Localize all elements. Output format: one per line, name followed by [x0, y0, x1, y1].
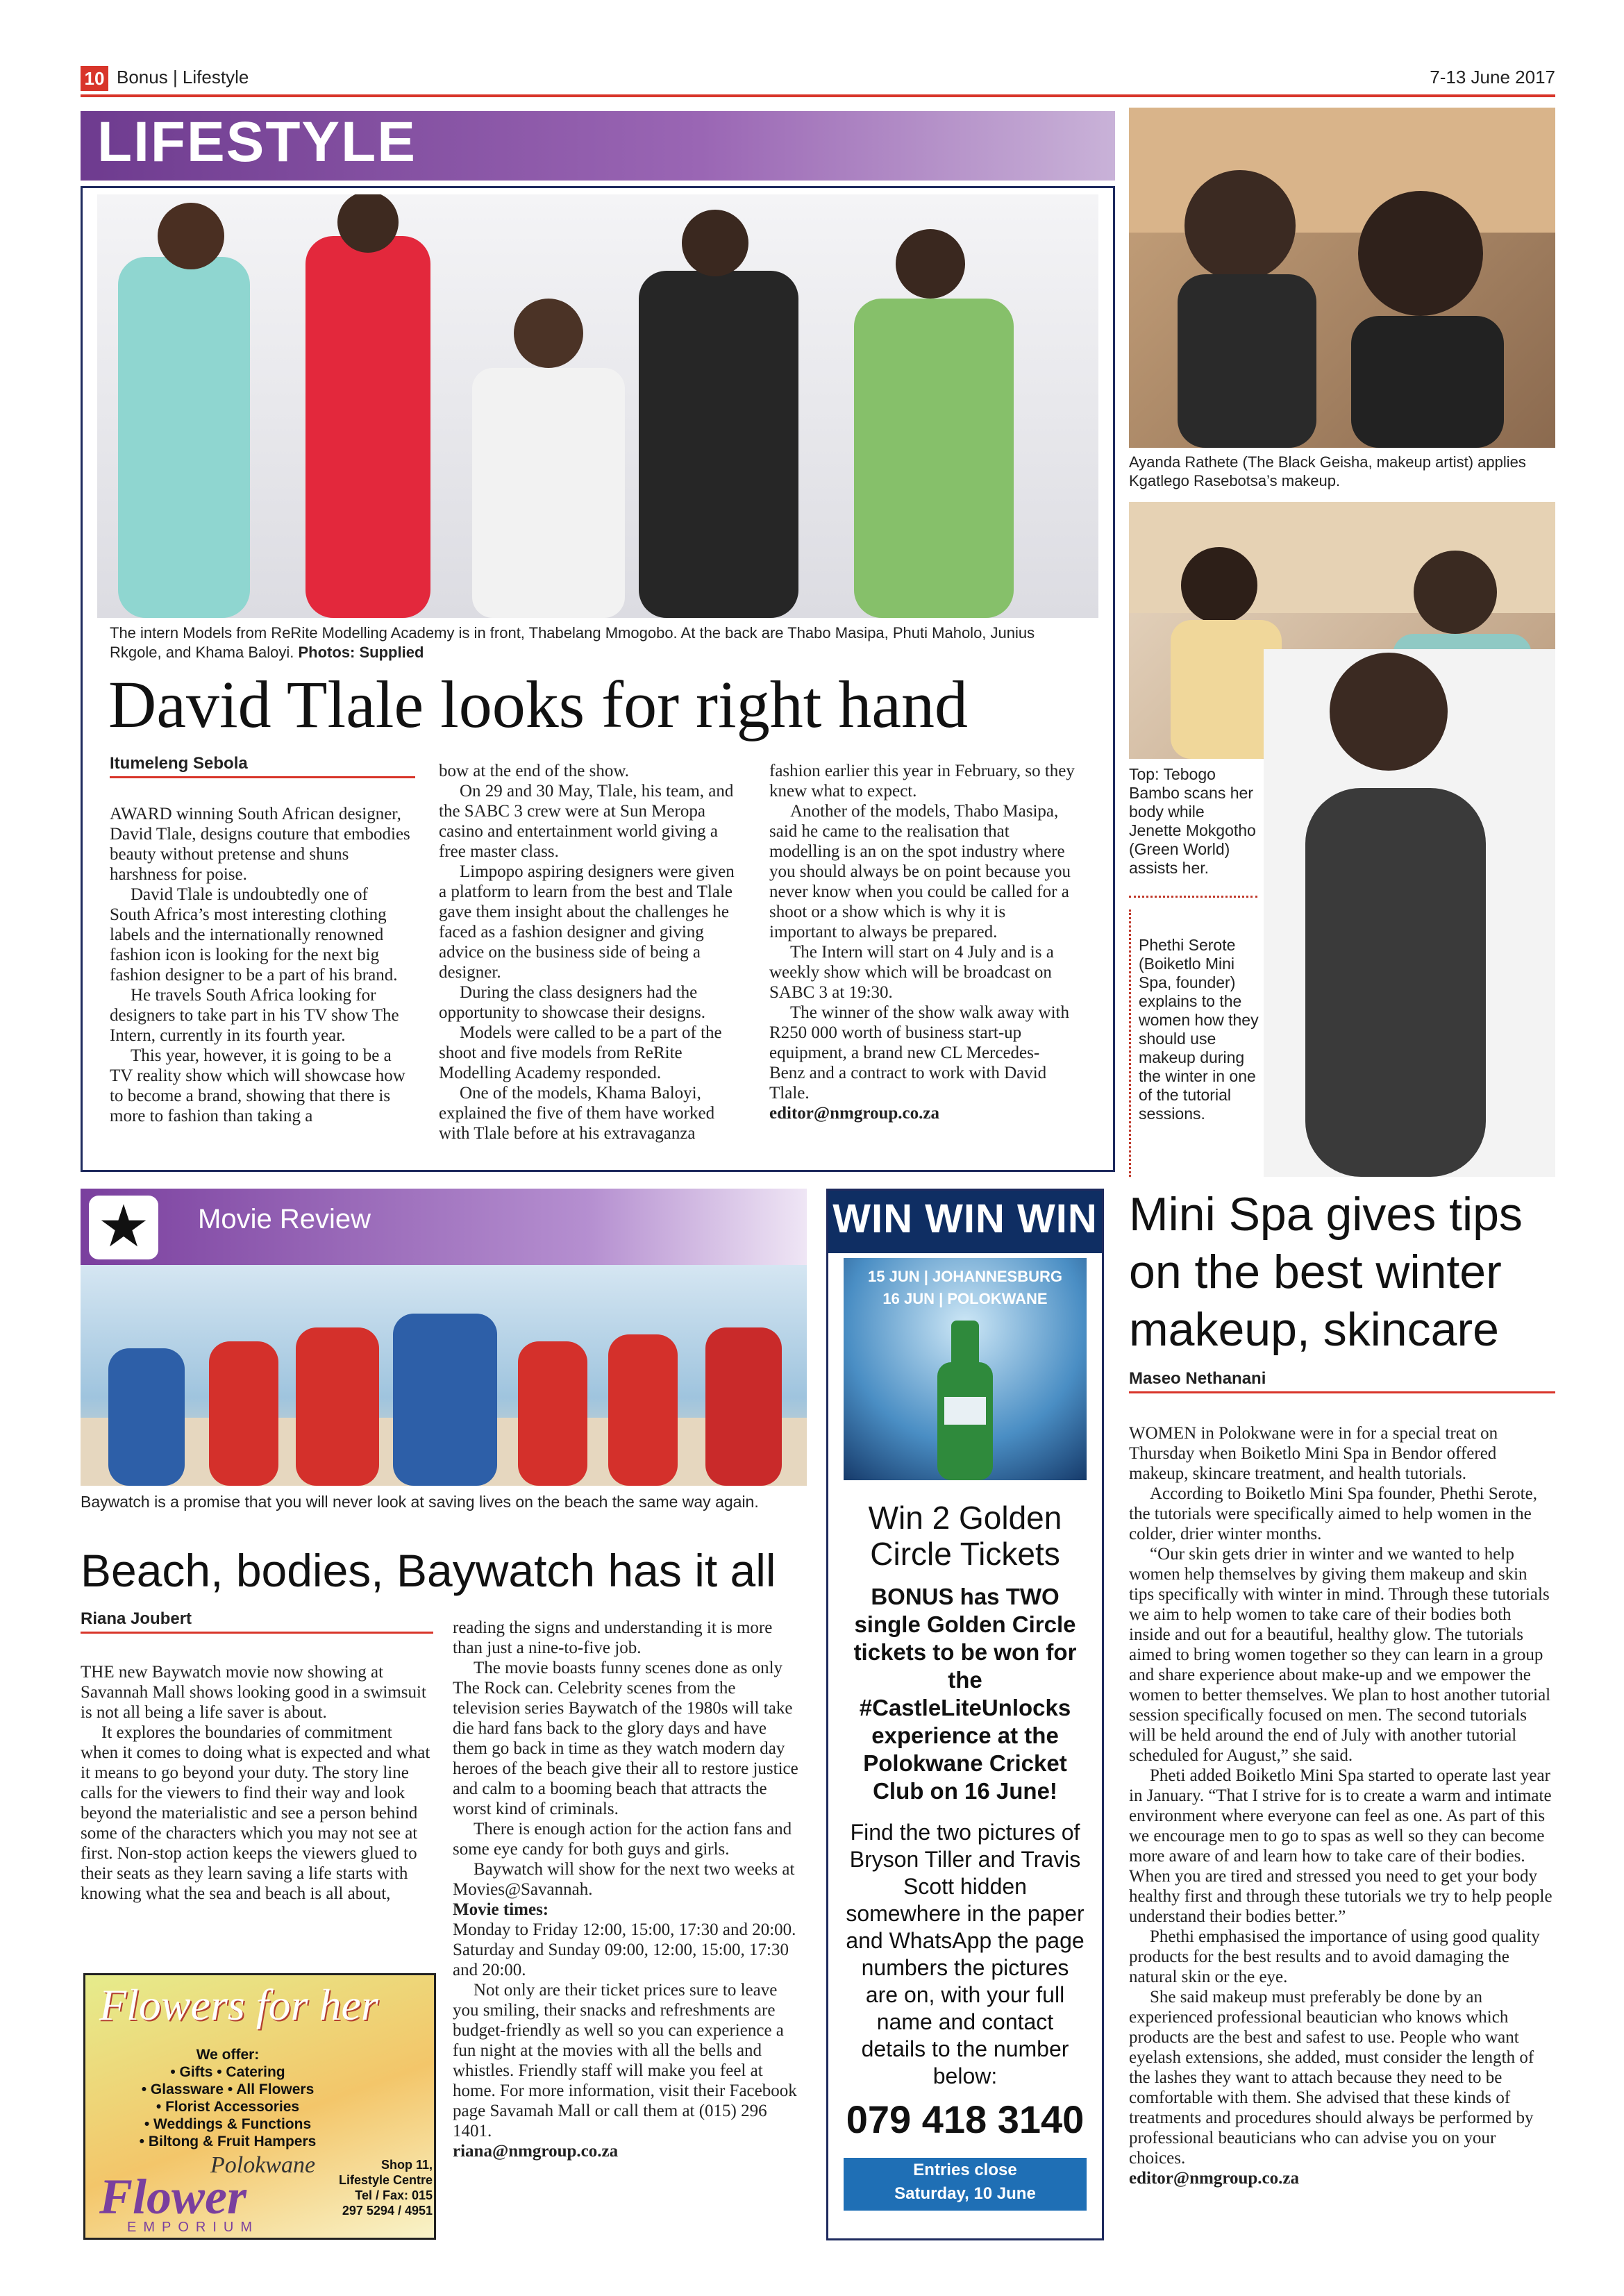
main-byline: Itumeleng Sebola — [110, 754, 248, 773]
para: Not only are their ticket prices sure to leave you smiling, their snacks and refreshments are budget-friendly as well so you can experience a fun night at the movies with all the bells and whistles. Friendly staff will make you feel at home. For more information, visit their Facebook page Savamah Mall or call them at (015) 296 1401. — [453, 1981, 797, 2140]
para: The movie boasts funny scenes done as only The Rock can. Celebrity scenes from the television series Baywatch of the 1980s will take die hard fans back to the glory days and have them go back in time as they watch modern day heroes of the beach give their all to restore justice and calm to a booming beach that attracts the worst kind of criminals. — [453, 1659, 798, 1818]
flowers-logo-main: Flower — [99, 2169, 247, 2224]
main-col-3 — [769, 761, 1075, 1123]
spa-caption: Top: Tebogo Bambo scans her body while Jenette Mokgotho (Green World) assists her. — [1129, 765, 1261, 878]
baywatch-byline-rule — [81, 1632, 433, 1634]
lifestyle-banner-text: LIFESTYLE — [97, 110, 417, 174]
baywatch-caption: Baywatch is a promise that you will never look at saving lives on the beach the same way again. — [81, 1493, 759, 1511]
flowers-logo-sub: EMPORIUM — [127, 2220, 259, 2235]
para: This year, however, it is going to be a TV reality show which will showcase how to become a brand, showing that there is more to fashion than taking a — [110, 1046, 405, 1125]
section-label: Bonus | Lifestyle — [117, 67, 249, 87]
baywatch-email[interactable]: riana@nmgroup.co.za — [453, 2142, 619, 2161]
para: It explores the boundaries of commitment when it comes to doing what is expected and what it means to go beyond your duty. The story line calls for the viewers to find their way and look beyond the materialistic and see a person behind some of the characters which you may not see at first. Non-stop action keeps the viewers glued to their seats as they learn saving a life starts with knowing what the sea and beach is all about, — [81, 1723, 430, 1903]
para: She said makeup must preferably be done by an experienced professional beautician who knows which products are the best and safest to use. People who want eyelash extensions, she added, must consider the length of the lashes they want to attach because they need to be comfortable with them. She advised that these kinds of treatments and procedures should always be performed by professional beauticians who can advise you on your choices. — [1129, 1988, 1534, 2168]
flowers-ad[interactable] — [83, 1973, 436, 2240]
offer-item: • Weddings & Functions — [144, 2116, 312, 2132]
para: Pheti added Boiketlo Mini Spa started to operate last year in January. “That I strive for is to create a warm and intimate environment where everyone can feel as one. As part of this we encourage men to go to spas as well so they can become more aware of and learn how to take care of their bodies. When you are tired and stressed you need to get your body healthy first and through these tutorials we try to help people understand their bodies better.” — [1129, 1766, 1552, 1926]
event-1: 15 JUN | JOHANNESBURG — [868, 1268, 1062, 1285]
baywatch-headline: Beach, bodies, Baywatch has it all — [81, 1545, 776, 1596]
offer-label: We offer: — [196, 2047, 260, 2063]
win-bonus — [844, 1583, 1087, 1805]
main-col-2 — [439, 761, 741, 1143]
para: Another of the models, Thabo Masipa, said he came to the realisation that modelling is an on the spot industry where you should always be on point because you never know when you could be called for a shoot or a show which is why it is important to always be prepared. — [769, 802, 1071, 941]
para: The Intern will start on 4 July and is a weekly show which will be broadcast on SABC 3 at 19:30. — [769, 943, 1054, 1002]
para: “Our skin gets drier in winter and we wanted to help women help themselves by giving them makeup and skin tips specifically with winter in mind. Through these tutorials we aim to help women to take care of their bodies both inside and out for a beautiful, healthy glow. The tutorials aimed to bring women together so they can learn in a group and share experience about make-up and we empower the women to better themselves. We plan to host another tutorial session specifically focused on men. The second tutorials will be held around the end of July with another tutorial scheduled for August,” she said. — [1129, 1545, 1551, 1765]
phethi-caption: Phethi Serote (Boiketlo Mini Spa, founder) explains to the women how they should use makeup during the winter in one of the tutorial sessions. — [1139, 936, 1259, 1123]
caption-text: The intern Models from ReRite Modelling Academy is in front, Thabelang Mmogobo. At the back are Thabo Masipa, Phuti Maholo, Junius Rkgole, and Khama Baloyi. — [110, 624, 1035, 661]
spa-headline: Mini Spa gives tips on the best winter makeup, skincare — [1129, 1188, 1523, 1356]
para: David Tlale is undoubtedly one of South Africa’s most interesting clothing labels and the internationally renowned fashion icon is looking for the next big fashion designer to be a part of his brand. — [110, 885, 398, 984]
contact-line: 297 5294 / 4951 — [342, 2204, 433, 2218]
win-phone[interactable]: 079 418 3140 — [846, 2097, 1085, 2141]
byline-rule — [110, 776, 415, 778]
makeup-illustration — [1129, 108, 1555, 448]
contact-line: Lifestyle Centre — [338, 2173, 433, 2187]
para: THE new Baywatch movie now showing at Savannah Mall shows looking good in a swimsuit is not all being a life saver is about. — [81, 1663, 426, 1722]
baywatch-illustration — [81, 1265, 807, 1486]
contact-line: Shop 11, — [380, 2158, 433, 2172]
baywatch-col-1 — [81, 1662, 433, 1904]
para: One of the models, Khama Baloyi, explained the five of them have worked with Tlale before at his extravaganza — [439, 1084, 715, 1143]
star-icon: ★ — [97, 1195, 150, 1259]
para: The winner of the show walk away with R250 000 worth of business start-up equipment, a brand new CL Mercedes-Benz and a contract to work with David Tlale. — [769, 1003, 1069, 1103]
baywatch-byline: Riana Joubert — [81, 1609, 192, 1628]
flowers-ad-offers — [113, 2046, 342, 2150]
win-title: Win 2 Golden Circle Tickets — [868, 1500, 1062, 1572]
para: On 29 and 30 May, Tlale, his team, and the SABC 3 crew were at Sun Meropa casino and entertainment world giving a free master class. — [439, 782, 734, 861]
movie-review-banner — [81, 1189, 807, 1265]
flowers-ad-title: Flowers for her — [99, 1980, 378, 2029]
phethi-caption-dotted — [1129, 910, 1131, 1177]
models-photo — [97, 194, 1098, 618]
photo-credit: Photos: Supplied — [298, 644, 424, 661]
bonus-word: BONUS — [871, 1584, 954, 1609]
para: Phethi emphasised the importance of using good quality products for the best results and to avoid damaging the natural skin or the eye. — [1129, 1927, 1540, 1986]
win-instructions: Find the two pictures of Bryson Tiller and Travis Scott hidden somewhere in the paper and WhatsApp the page numbers the pictures are on, with your full name and contact details to the number below: — [846, 1820, 1085, 2088]
times-weekend: Saturday and Sunday 09:00, 12:00, 15:00, 17:30 and 20:00. — [453, 1941, 789, 1979]
para: During the class designers had the opportunity to showcase their designs. — [439, 983, 705, 1022]
models-illustration — [97, 194, 1098, 618]
phethi-photo — [1264, 649, 1555, 1177]
para: According to Boiketlo Mini Spa founder, Phethi Serote, the tutorials were specifically aimed to help women in the colder, drier winter months. — [1129, 1484, 1537, 1543]
para: Models were called to be a part of the shoot and five models from ReRite Modelling Academy responded. — [439, 1023, 722, 1082]
bonus-text: has TWO single Golden Circle tickets to be won for the #CastleLiteUnlocks experience at the Polokwane Cricket Club on 16 June! — [853, 1584, 1077, 1804]
baywatch-col-2 — [453, 1618, 803, 2161]
page-number: 10 — [81, 66, 108, 91]
bottle-illustration — [844, 1258, 1087, 1480]
para: He travels South Africa looking for designers to take part in his TV show The Intern, currently in its fourth year. — [110, 986, 399, 1045]
para: fashion earlier this year in February, so they knew what to expect. — [769, 762, 1075, 801]
caption-dotted-divider — [1129, 896, 1257, 898]
makeup-photo — [1129, 108, 1555, 448]
spa-email[interactable]: editor@nmgroup.co.za — [1129, 2169, 1299, 2188]
event-2: 16 JUN | POLOKWANE — [882, 1290, 1048, 1307]
makeup-caption: Ayanda Rathete (The Black Geisha, makeup artist) applies Kgatlego Rasebotsa’s makeup. — [1129, 453, 1526, 489]
spa-byline-rule — [1129, 1391, 1555, 1393]
phethi-illustration — [1264, 649, 1555, 1177]
win-banner: WIN WIN WIN — [832, 1196, 1098, 1241]
offer-item: • Glassware • All Flowers — [141, 2081, 315, 2097]
movie-review-label: Movie Review — [198, 1204, 371, 1234]
flowers-logo-top: Polokwane — [210, 2152, 316, 2178]
issue-date: 7-13 June 2017 — [1430, 67, 1555, 87]
flowers-contact — [335, 2157, 433, 2218]
times-label: Movie times: — [453, 1900, 549, 1919]
para: Limpopo aspiring designers were given a platform to learn from the best and Tlale gave them insight about the challenges he faced as a fashion designer and giving advice on the business side of being a designer. — [439, 862, 735, 982]
para: AWARD winning South African designer, David Tlale, designs couture that embodies beauty without pretense and shuns harshness for poise. — [110, 805, 410, 884]
baywatch-photo — [81, 1265, 807, 1486]
spa-body — [1129, 1423, 1555, 2188]
main-headline: David Tlale looks for right hand — [108, 667, 968, 741]
offer-item: • Biltong & Fruit Hampers — [139, 2134, 317, 2150]
entries-line-2: Saturday, 10 June — [894, 2184, 1036, 2203]
star-badge — [89, 1196, 158, 1259]
spa-byline: Maseo Nethanani — [1129, 1369, 1266, 1388]
para: There is enough action for the action fans and some eye candy for both guys and girls. — [453, 1820, 792, 1859]
header-rule — [81, 94, 1555, 97]
para: WOMEN in Polokwane were in for a special treat on Thursday when Boiketlo Mini Spa in Bendor offered makeup, skincare treatment, and health tutorials. — [1129, 1424, 1498, 1483]
main-email[interactable]: editor@nmgroup.co.za — [769, 1104, 939, 1123]
castle-lite-photo — [844, 1258, 1087, 1480]
para: bow at the end of the show. — [439, 762, 630, 780]
entries-line-1: Entries close — [913, 2161, 1017, 2179]
para: Baywatch will show for the next two weeks at Movies@Savannah. — [453, 1860, 795, 1899]
main-col-1 — [110, 804, 412, 1126]
offer-item: • Gifts • Catering — [170, 2064, 285, 2080]
times-weekday: Monday to Friday 12:00, 15:00, 17:30 and 20:00. — [453, 1920, 796, 1939]
contact-line: Tel / Fax: 015 — [355, 2188, 433, 2202]
offer-item: • Florist Accessories — [156, 2099, 300, 2115]
models-photo-caption — [110, 623, 1082, 662]
para: reading the signs and understanding it is more than just a nine-to-five job. — [453, 1618, 773, 1657]
